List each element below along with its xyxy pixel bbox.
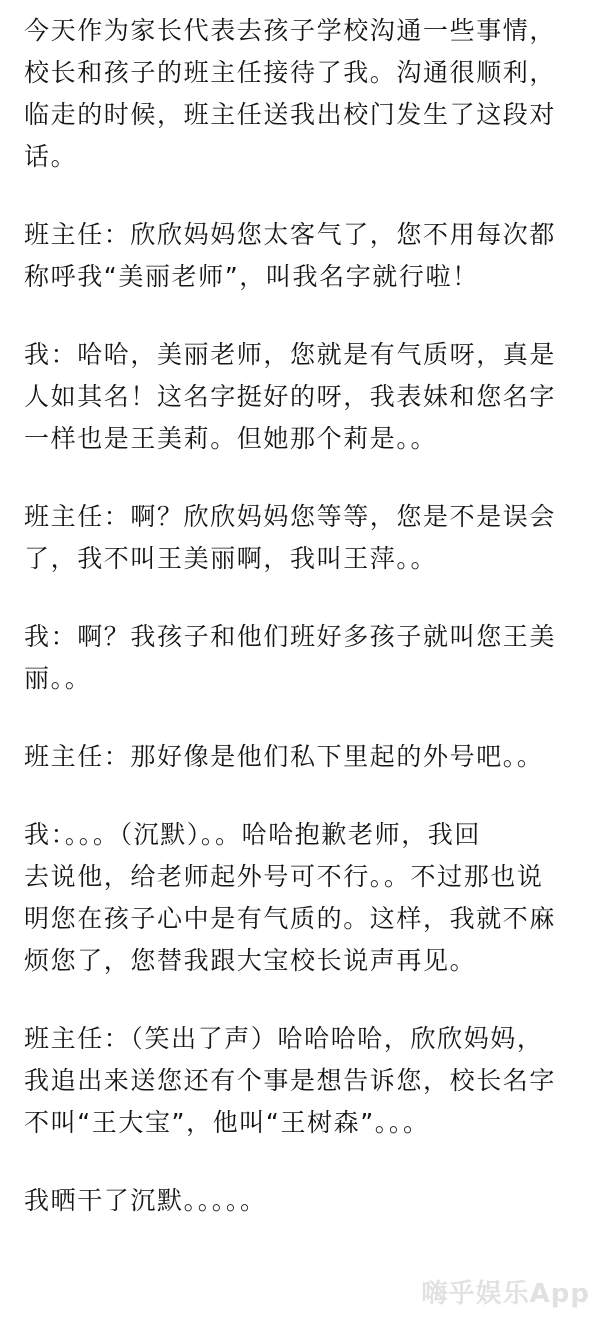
paragraph-me-1: 我：哈哈，美丽老师，您就是有气质呀，真是 人如其名！这名字挺好的呀，我表妹和您名字 一样也是王美莉。但她那个莉是。。	[24, 340, 557, 453]
paragraph-teacher-4: 班主任：（笑出了声）哈哈哈哈，欣欣妈妈， 我追出来送您还有个事是想告诉您，校长名字 不叫“王大宝”，他叫“王树森”。。。	[24, 1024, 557, 1137]
paragraph-teacher-3: 班主任：那好像是他们私下里起的外号吧。。	[24, 742, 544, 771]
paragraph-teacher-2: 班主任：啊？欣欣妈妈您等等，您是不是误会 了，我不叫王美丽啊，我叫王萍。。	[24, 502, 557, 573]
paragraph-ending: 我晒干了沉默。。。。。	[24, 1186, 267, 1215]
paragraph-intro: 今天作为家长代表去孩子学校沟通一些事情， 校长和孩子的班主任接待了我。沟通很顺利， 临走的时候，班主任送我出校门发生了这段对 话。	[24, 16, 557, 171]
paragraph-teacher-1: 班主任：欣欣妈妈您太客气了，您不用每次都 称呼我“美丽老师”，叫我名字就行啦！	[24, 220, 557, 291]
watermark-logo: 嗨乎娱乐App	[421, 1279, 590, 1309]
paragraph-me-2: 我：啊？我孩子和他们班好多孩子就叫您王美 丽。。	[24, 622, 557, 693]
paragraph-me-3: 我：。。。（沉默）。。哈哈抱歉老师，我回 去说他，给老师起外号可不行。。不过那也说 明您在孩子心中是有气质的。这样，我就不麻 烦您了，您替我跟大宝校长说声再见。	[24, 820, 557, 975]
